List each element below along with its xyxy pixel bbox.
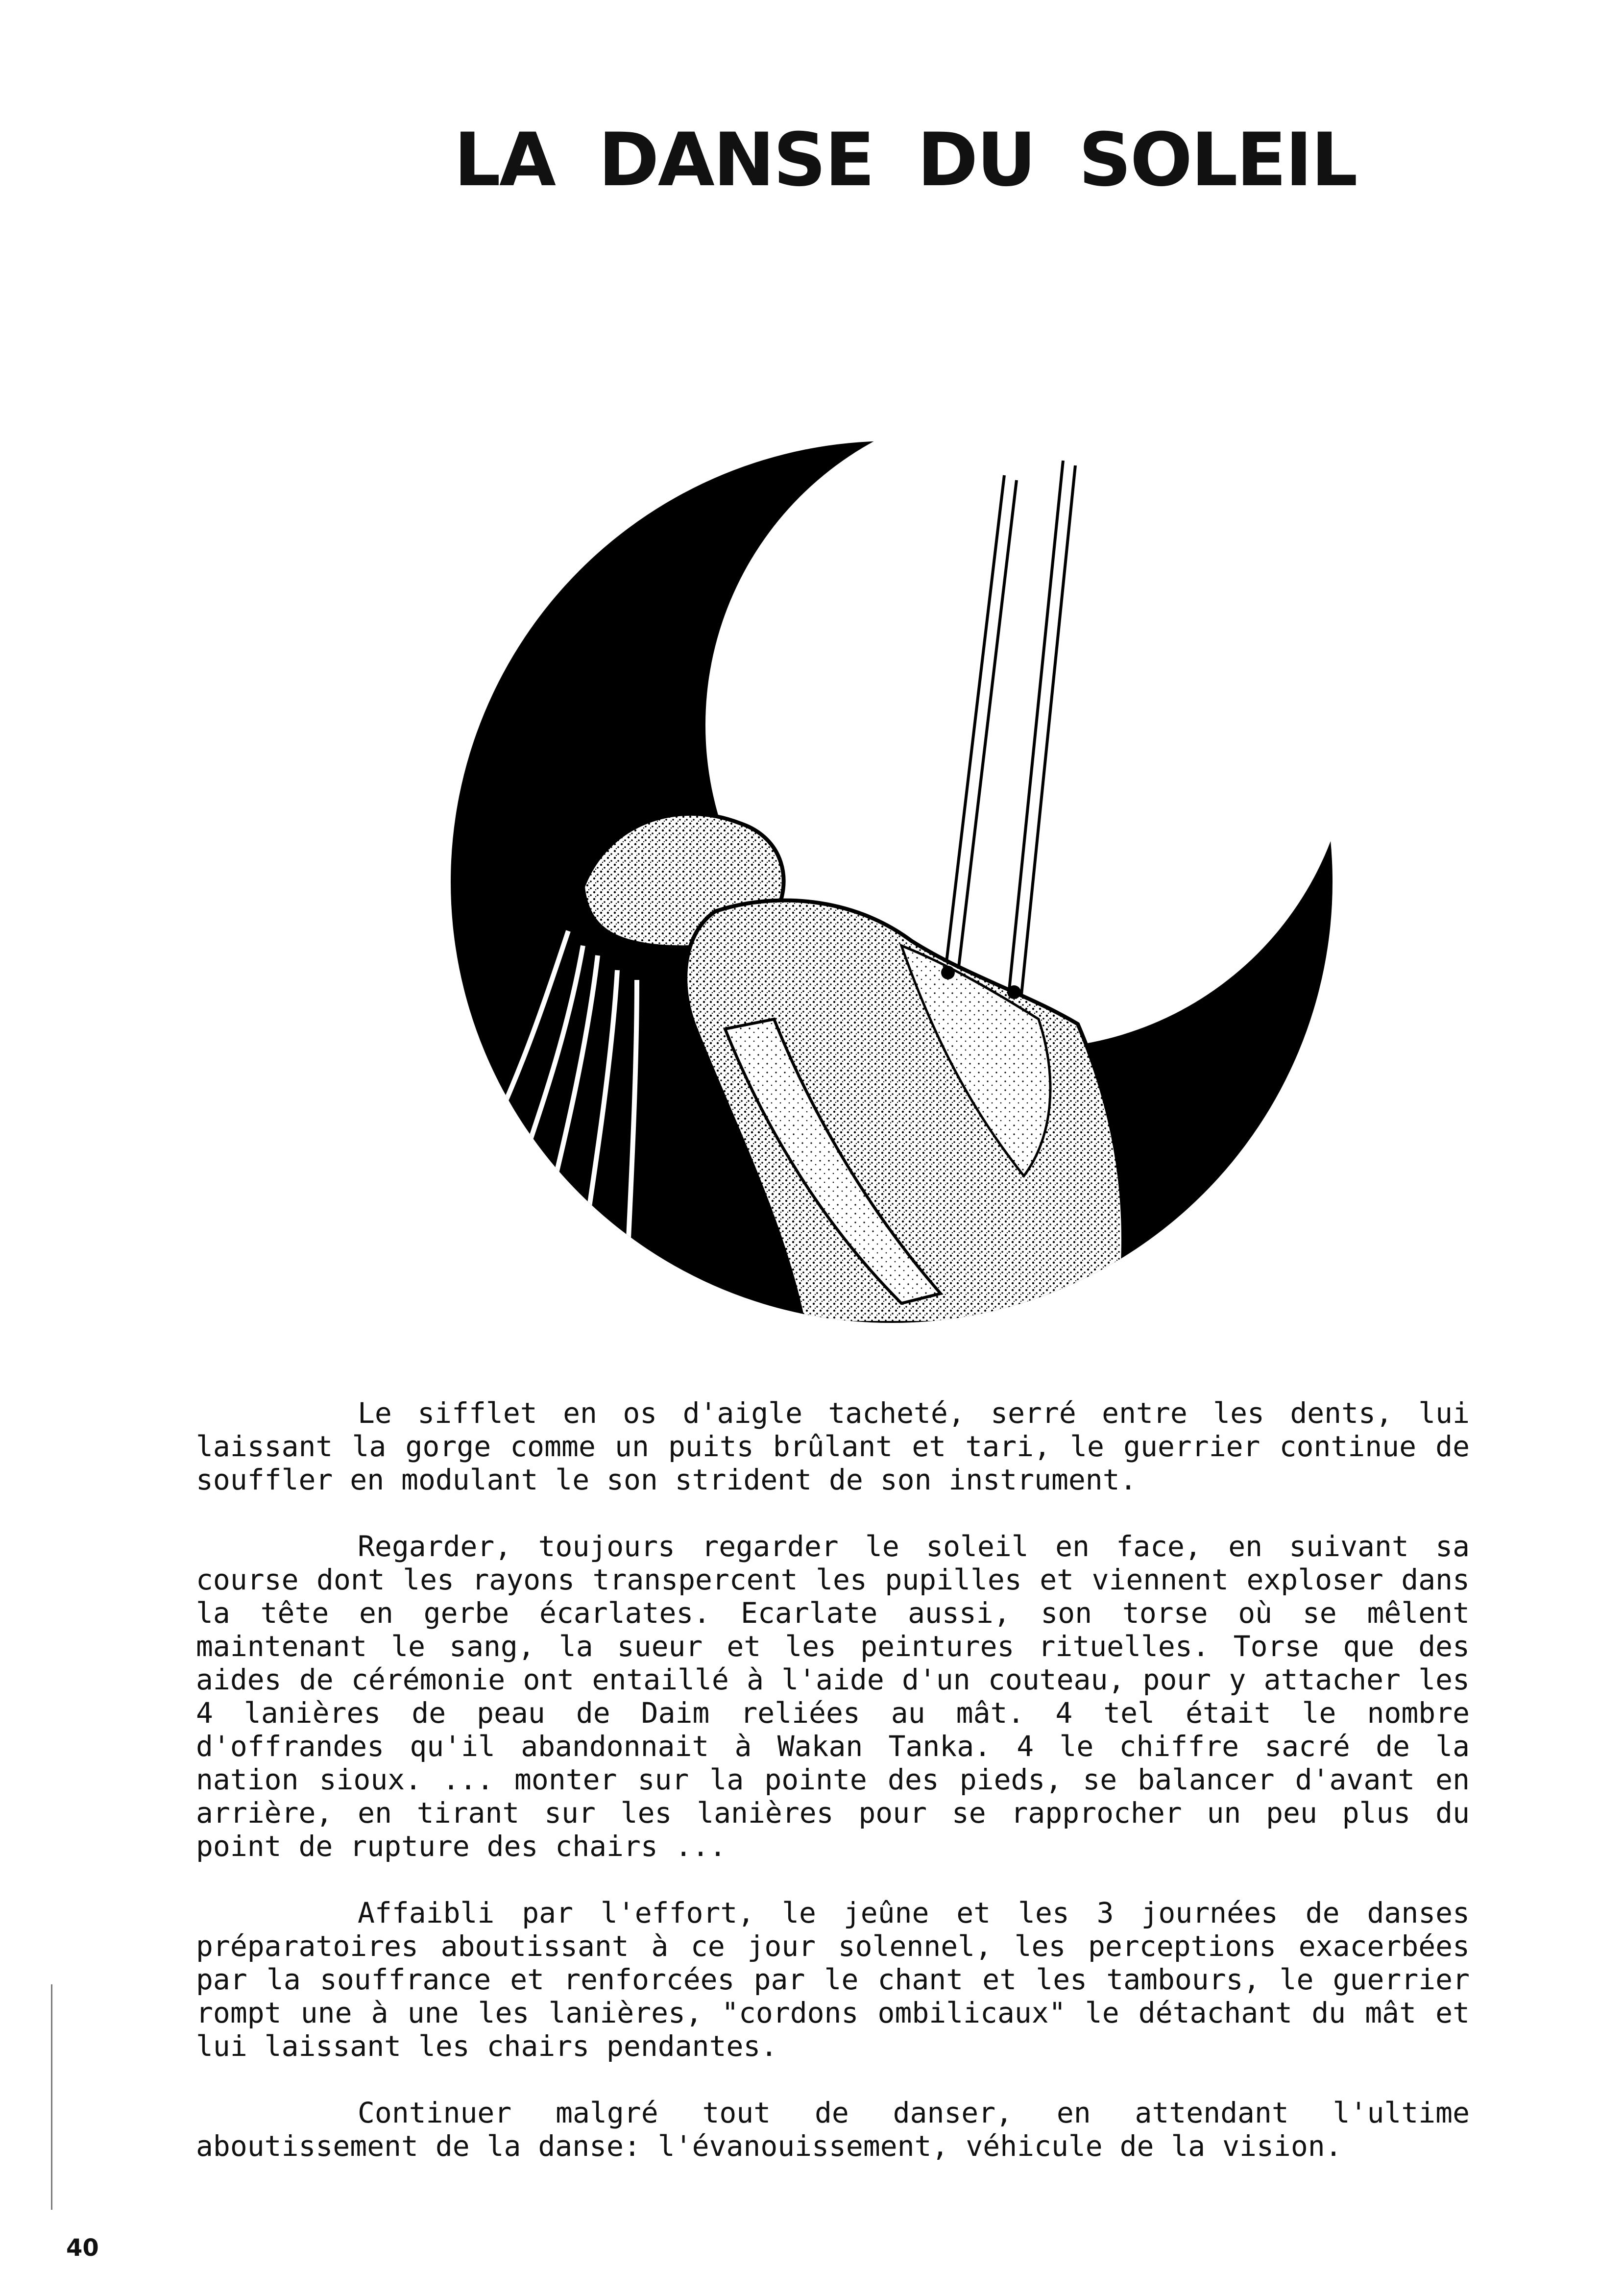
paragraph: Le sifflet en os d'aigle tacheté, serré entre les dents, lui laissant la gorge comme un puits brûlant et tari, le guerrier continue de souffler en modulant le son strident de son instrument. (196, 1396, 1470, 1496)
paragraph: Affaibli par l'effort, le jeûne et les 3 journées de danses préparatoires aboutissant à ce jour solennel, les perceptions exacerbées par la souffrance et renforcées par le chant et les tambours, le guerrier rompt une à une les lanières, "cordons ombilicaux" le détachant du mât et lui laissant les chairs pendantes. (196, 1896, 1470, 2063)
page-title: LA DANSE DU SOLEIL (454, 118, 1357, 203)
margin-rule (51, 1984, 52, 2210)
page-number: 40 (66, 2234, 99, 2262)
paragraph: Regarder, toujours regarder le soleil en face, en suivant sa course dont les rayons transpercent les pupilles et viennent exploser dans la tête en gerbe écarlates. Ecarlate aussi, son torse où se mêlent maintenant le sang, la sueur et les peintures rituelles. Torse que des aides de cérémonie ont entaillé à l'aide d'un couteau, pour y attacher les 4 lanières de peau de Daim reliées au mât. 4 tel était le nombre d'offrandes qu'il abandonnait à Wakan Tanka. 4 le chiffre sacré de la nation sioux. ... monter sur la pointe des pieds, se balancer d'avant en arrière, en tirant sur les lanières pour se rapprocher un peu plus du point de rupture des chairs ... (196, 1530, 1470, 1863)
sun-dance-illustration (421, 294, 1362, 1323)
article-body (196, 1396, 1470, 2196)
paragraph: Continuer malgré tout de danser, en attendant l'ultime aboutissement de la danse: l'évanouissement, véhicule de la vision. (196, 2096, 1470, 2163)
